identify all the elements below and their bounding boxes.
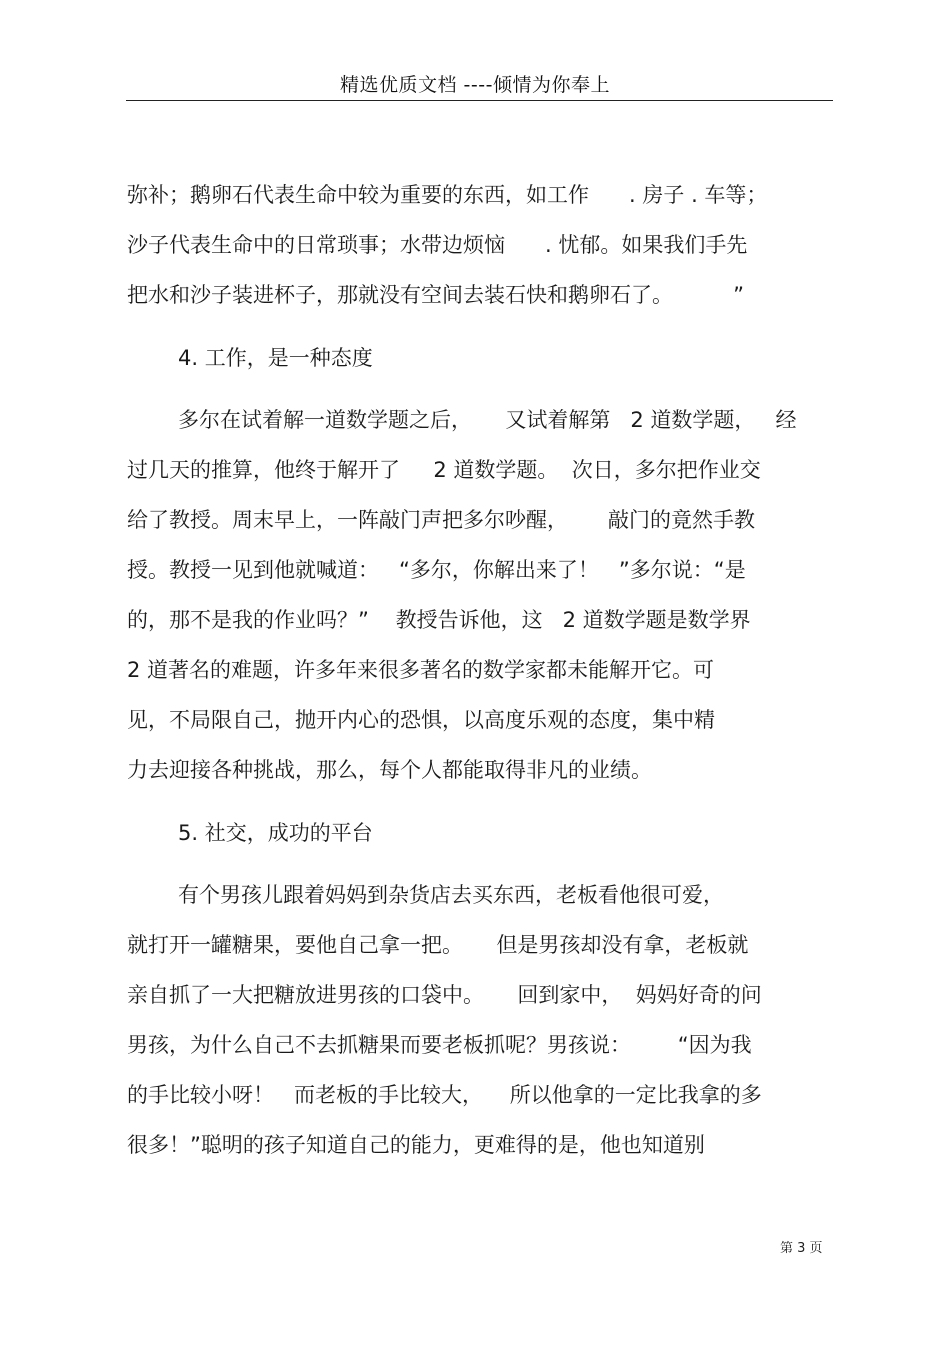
body-line: 多尔在试着解一道数学题之后， 又试着解第 2 道数学题， 经 [178, 408, 797, 432]
body-line: 的手比较小呀！ 而老板的手比较大， 所以他拿的一定比我拿的多 [127, 1083, 762, 1107]
body-line: 力去迎接各种挑战，那么，每个人都能取得非凡的业绩。 [127, 758, 652, 782]
body-line: 的，那不是我的作业吗？” 教授告诉他，这 2 道数学题是数学界 [127, 608, 751, 632]
body-line: 把水和沙子装进杯子，那就没有空间去装石快和鹅卵石了。 ” [127, 283, 744, 307]
page-number: 第 3 页 [780, 1241, 823, 1256]
body-line: 给了教授。周末早上，一阵敲门声把多尔吵醒， 敲门的竟然手教 [127, 508, 756, 532]
body-line: 过几天的推算，他终于解开了 2 道数学题。 次日，多尔把作业交 [127, 458, 761, 482]
body-line: 见，不局限自己，抛开内心的恐惧，以高度乐观的态度，集中精 [127, 708, 715, 732]
body-line: 亲自抓了一大把糖放进男孩的口袋中。 回到家中， 妈妈好奇的问 [127, 983, 762, 1007]
section-heading: 5. 社交，成功的平台 [178, 821, 373, 845]
body-line: 2 道著名的难题，许多年来很多著名的数学家都未能解开它。可 [127, 658, 715, 682]
body-line: 很多！”聪明的孩子知道自己的能力，更难得的是，他也知道别 [127, 1133, 705, 1157]
header-divider [126, 100, 833, 101]
body-line: 弥补；鹅卵石代表生命中较为重要的东西，如工作 . 房子 . 车等； [127, 183, 768, 207]
body-line: 男孩，为什么自己不去抓糖果而要老板抓呢？男孩说： “因为我 [127, 1033, 752, 1057]
body-line: 有个男孩儿跟着妈妈到杂货店去买东西，老板看他很可爱， [178, 883, 724, 907]
body-line: 就打开一罐糖果，要他自己拿一把。 但是男孩却没有拿，老板就 [127, 933, 749, 957]
body-line: 授。教授一见到他就喊道： “多尔，你解出来了！ ”多尔说：“是 [127, 558, 746, 582]
section-heading: 4. 工作，是一种态度 [178, 346, 373, 370]
body-line: 沙子代表生命中的日常琐事；水带边烦恼 . 忧郁。如果我们手先 [127, 233, 748, 257]
page-header: 精选优质文档 ----倾情为你奉上 [340, 74, 610, 96]
